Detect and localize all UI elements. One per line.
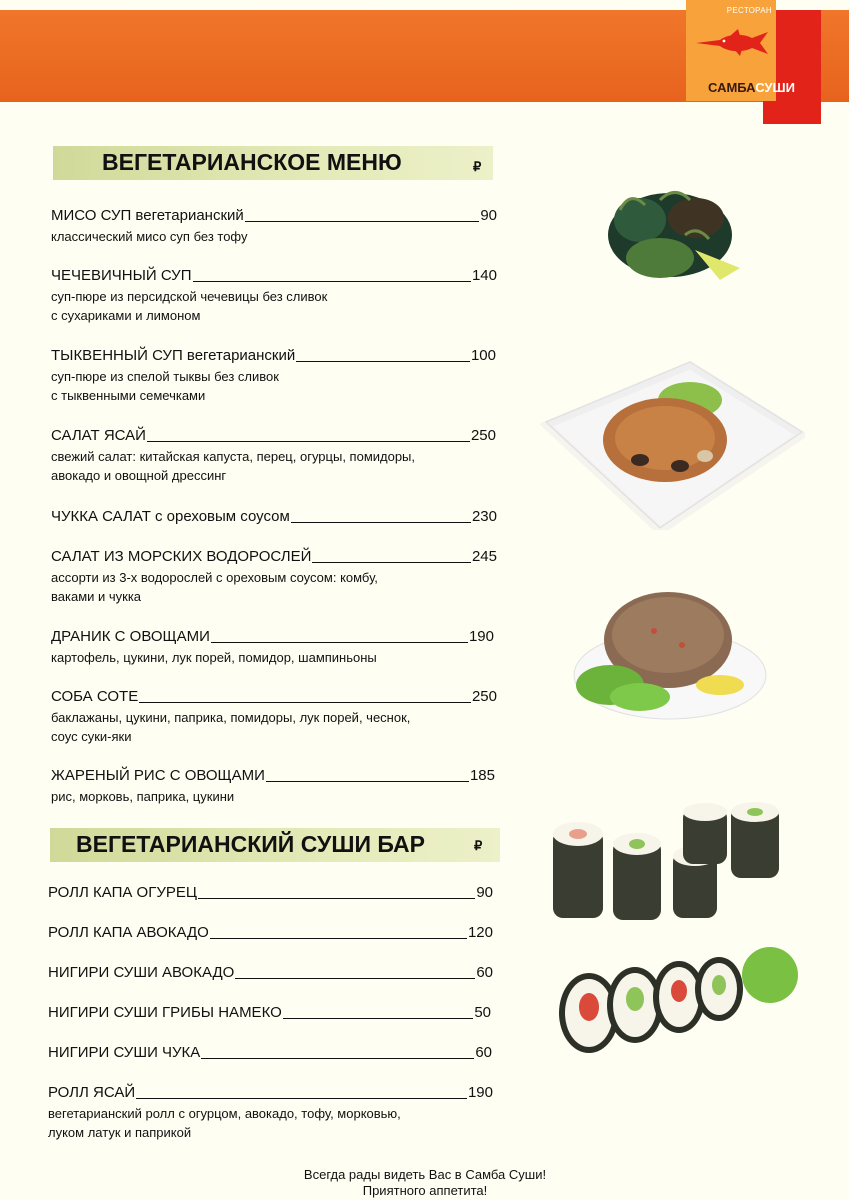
- footer-line: Всегда рады видеть Вас в Самба Суши!: [303, 1167, 547, 1182]
- menu-item-line: [48, 1084, 493, 1102]
- menu-item-description: суп-пюре из персидской чечевицы без сливок: [51, 289, 328, 304]
- price-leader-line: [211, 642, 468, 643]
- menu-item: [51, 267, 497, 325]
- menu-item-name: РОЛЛ КАПА ОГУРЕЦ: [48, 884, 197, 901]
- menu-item-name: МИСО СУП вегетарианский: [51, 207, 244, 224]
- menu-item-name: РОЛЛ КАПА АВОКАДО: [48, 924, 209, 941]
- menu-item-price: 190: [467, 1084, 493, 1101]
- price-leader-line: [283, 1018, 474, 1019]
- menu-item-line: [48, 1004, 491, 1022]
- menu-item: [51, 508, 497, 526]
- menu-item-price: 190: [468, 628, 494, 645]
- menu-item-name: САЛАТ ЯСАЙ: [51, 427, 146, 444]
- menu-item: [51, 688, 497, 746]
- price-leader-line: [198, 898, 475, 899]
- menu-item-price: 120: [467, 924, 493, 941]
- menu-item-name: ТЫКВЕННЫЙ СУП вегетарианский: [51, 347, 296, 364]
- menu-item-description: баклажаны, цукини, паприка, помидоры, лук порей, чеснок,: [51, 710, 411, 725]
- menu-item-description: авокадо и овощной дрессинг: [51, 468, 227, 483]
- price-leader-line: [312, 562, 471, 563]
- logo-name: САМБАСУШИ: [708, 80, 795, 95]
- sushi-rolls-photo: [545, 800, 790, 925]
- menu-item-description: ваками и чукка: [51, 589, 142, 604]
- menu-item-line: [51, 548, 497, 566]
- price-leader-line: [136, 1098, 467, 1099]
- menu-item-line: [51, 688, 497, 706]
- menu-item-price: 250: [470, 427, 496, 444]
- menu-item-price: 90: [480, 207, 497, 224]
- logo-caption: РЕСТОРАН: [726, 6, 772, 15]
- menu-item-price: 50: [474, 1004, 491, 1021]
- menu-item-description: с сухариками и лимоном: [51, 308, 201, 323]
- price-leader-line: [291, 522, 471, 523]
- section-title-veg-sushi: ВЕГЕТАРИАНСКИЙ СУШИ БАР: [76, 831, 425, 857]
- menu-item: [48, 1084, 493, 1142]
- menu-item: [48, 1004, 491, 1022]
- menu-item-description: луком латук и паприкой: [48, 1125, 192, 1140]
- menu-item-line: [51, 207, 497, 225]
- menu-item-name: РОЛЛ ЯСАЙ: [48, 1084, 136, 1101]
- menu-item-name: НИГИРИ СУШИ ЧУКА: [48, 1044, 201, 1061]
- menu-item-price: 60: [476, 964, 493, 981]
- menu-item-line: [51, 347, 496, 365]
- menu-item-price: 140: [471, 267, 497, 284]
- menu-item-price: 185: [469, 767, 495, 784]
- price-leader-line: [147, 441, 470, 442]
- yasai-roll-photo: [555, 945, 800, 1060]
- menu-item-price: 60: [475, 1044, 492, 1061]
- fried-rice-photo: [570, 585, 770, 725]
- menu-item-description: суп-пюре из спелой тыквы без сливок: [51, 369, 279, 384]
- menu-item-price: 230: [471, 508, 497, 525]
- menu-item-name: ЧУККА САЛАТ с ореховым соусом: [51, 508, 290, 525]
- price-leader-line: [210, 938, 467, 939]
- menu-item-price: 250: [471, 688, 497, 705]
- menu-item: [51, 427, 496, 485]
- menu-item-name: ЖАРЕНЫЙ РИС С ОВОЩАМИ: [51, 767, 265, 784]
- menu-item: [51, 347, 496, 405]
- swordfish-icon: [694, 28, 770, 58]
- menu-item-description: классический мисо суп без тофу: [51, 229, 248, 244]
- price-leader-line: [245, 221, 480, 222]
- menu-item-description: вегетарианский ролл с огурцом, авокадо, тофу, морковью,: [48, 1106, 401, 1121]
- menu-item-price: 245: [471, 548, 497, 565]
- menu-item: [48, 1044, 492, 1062]
- menu-item-line: [48, 1044, 492, 1062]
- footer-message: [200, 1167, 650, 1199]
- menu-item-name: ДРАНИК С ОВОЩАМИ: [51, 628, 210, 645]
- menu-item-line: [51, 267, 497, 285]
- menu-item-line: [48, 964, 493, 982]
- section-title-veg-menu: ВЕГЕТАРИАНСКОЕ МЕНЮ: [102, 149, 402, 175]
- price-leader-line: [266, 781, 469, 782]
- menu-item-description: ассорти из 3-х водорослей с ореховым соусом: комбу,: [51, 570, 378, 585]
- menu-item-line: [51, 628, 494, 646]
- currency-icon: ₽: [474, 838, 483, 853]
- menu-item: [48, 884, 493, 902]
- price-leader-line: [201, 1058, 474, 1059]
- footer-line: Приятного аппетита!: [362, 1183, 488, 1198]
- price-leader-line: [139, 702, 471, 703]
- menu-item-name: НИГИРИ СУШИ АВОКАДО: [48, 964, 235, 981]
- menu-item-description: соус суки-яки: [51, 729, 132, 744]
- menu-item: [51, 548, 497, 606]
- menu-item-name: НИГИРИ СУШИ ГРИБЫ НАМЕКО: [48, 1004, 282, 1021]
- currency-icon: ₽: [473, 159, 482, 174]
- menu-item-price: 100: [470, 347, 496, 364]
- menu-item-description: свежий салат: китайская капуста, перец, огурцы, помидоры,: [51, 449, 416, 464]
- menu-item-name: ЧЕЧЕВИЧНЫЙ СУП: [51, 267, 192, 284]
- menu-item: [51, 207, 497, 246]
- price-leader-line: [193, 281, 471, 282]
- menu-item: [48, 924, 493, 942]
- menu-item-line: [48, 924, 493, 942]
- price-leader-line: [235, 978, 475, 979]
- menu-item-name: СОБА СОТЕ: [51, 688, 139, 705]
- menu-item-price: 90: [476, 884, 493, 901]
- menu-item: [48, 964, 493, 982]
- menu-item: [51, 767, 495, 806]
- salad-yasai-photo: [540, 360, 805, 530]
- menu-item-line: [48, 884, 493, 902]
- menu-item: [51, 628, 494, 667]
- menu-item-description: картофель, цукини, лук порей, помидор, шампиньоны: [51, 650, 377, 665]
- menu-item-name: САЛАТ ИЗ МОРСКИХ ВОДОРОСЛЕЙ: [51, 548, 312, 565]
- seaweed-salad-photo: [600, 180, 750, 295]
- menu-item-line: [51, 508, 497, 526]
- price-leader-line: [296, 361, 470, 362]
- menu-item-description: с тыквенными семечками: [51, 388, 206, 403]
- menu-item-description: рис, морковь, паприка, цукини: [51, 789, 235, 804]
- menu-item-line: [51, 767, 495, 785]
- menu-item-line: [51, 427, 496, 445]
